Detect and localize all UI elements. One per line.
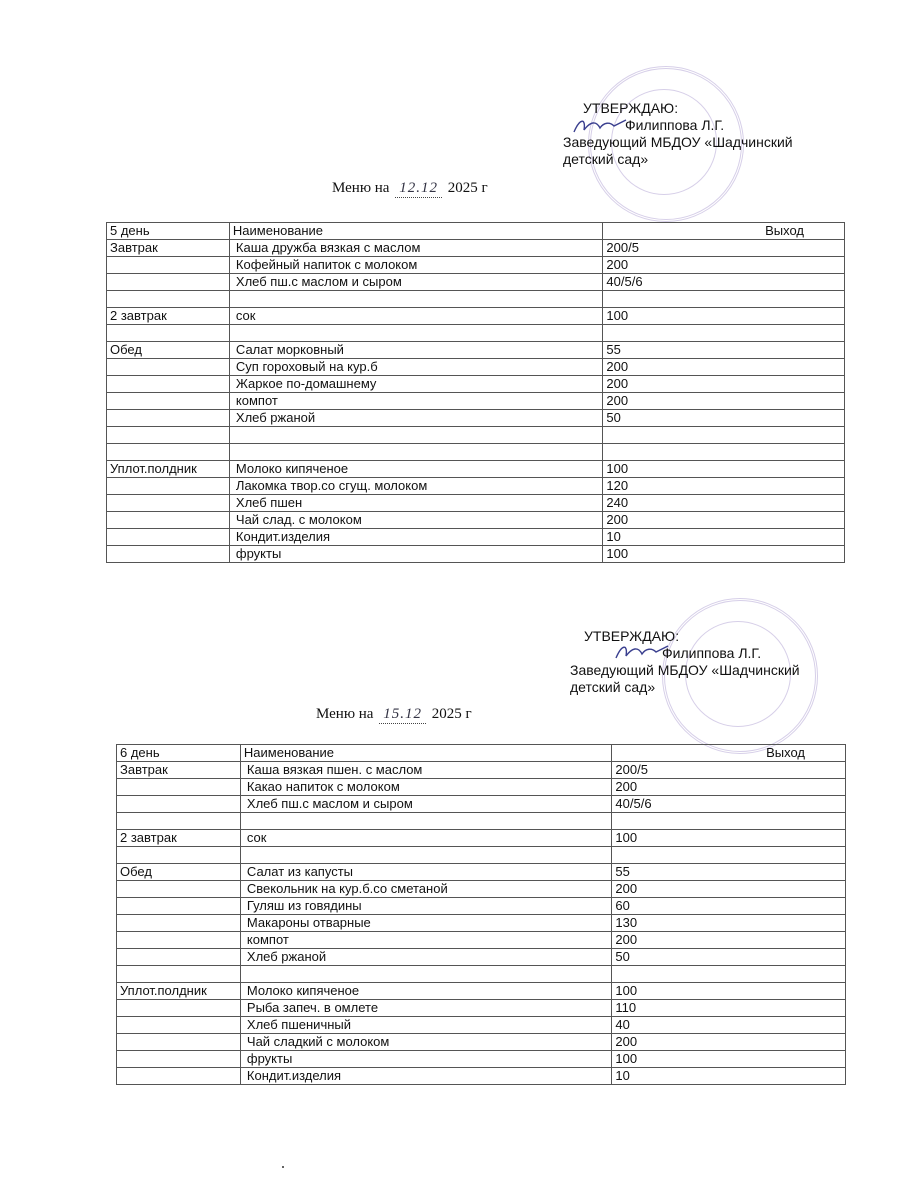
meal-cell: Уплот.полдник [117,983,241,1000]
output-cell: 200 [612,1034,846,1051]
table-row [107,478,845,495]
dish-cell: компот [240,932,612,949]
output-cell: 200 [603,376,845,393]
dish-cell [229,325,603,342]
dish-cell: Каша вязкая пшен. с маслом [240,762,612,779]
approval-title: УТВЕРЖДАЮ: [583,100,679,116]
dish-cell: Какао напиток с молоком [240,779,612,796]
approval-title: УТВЕРЖДАЮ: [584,628,680,644]
meal-cell [107,325,230,342]
output-cell: 130 [612,915,846,932]
dish-cell: фрукты [240,1051,612,1068]
meal-cell: Обед [107,342,230,359]
menu-year: 2025 г [431,706,472,722]
table-row [107,461,845,478]
output-cell: 120 [603,478,845,495]
dish-cell [229,444,603,461]
dish-cell: Салат морковный [229,342,603,359]
meal-cell [117,813,241,830]
dish-cell: Хлеб пш.с маслом и сыром [240,796,612,813]
table-row [107,546,845,563]
table-row [117,915,846,932]
table-row [117,762,846,779]
table-row [107,495,845,512]
header-name: Наименование [229,223,603,240]
menu-title [316,706,472,724]
output-cell: 200 [612,932,846,949]
table-row [107,342,845,359]
output-cell [603,444,845,461]
table-row [107,325,845,342]
table-row [117,796,846,813]
output-cell: 200 [603,257,845,274]
meal-cell [117,1068,241,1085]
dish-cell: Кондит.изделия [229,529,603,546]
dish-cell: сок [229,308,603,325]
table-row [107,308,845,325]
table-row [117,779,846,796]
meal-cell [117,1000,241,1017]
approval-position: Заведующий МБДОУ «Шадчинский [570,662,800,678]
output-cell: 240 [603,495,845,512]
table-row [117,1051,846,1068]
dish-cell: Лакомка твор.со сгущ. молоком [229,478,603,495]
meal-cell [117,966,241,983]
approval-position-2: детский сад» [563,151,649,167]
dish-cell: сок [240,830,612,847]
table-row [117,983,846,1000]
dish-cell: Суп гороховый на кур.б [229,359,603,376]
output-cell: 40/5/6 [612,796,846,813]
table-row [107,393,845,410]
dish-cell: Хлеб пшеничный [240,1017,612,1034]
meal-cell [117,932,241,949]
output-cell [603,325,845,342]
output-cell: 200 [603,393,845,410]
menu-table-day-5 [106,222,845,563]
signature [612,640,672,664]
output-cell: 10 [603,529,845,546]
output-cell: 200 [603,512,845,529]
menu-date: 12.12 [395,180,442,198]
table-row [117,813,846,830]
output-cell: 100 [612,1051,846,1068]
table-row [107,512,845,529]
output-cell [603,291,845,308]
meal-cell: Уплот.полдник [107,461,230,478]
menu-prefix: Меню на [332,180,390,196]
table-row [117,966,846,983]
output-cell [612,813,846,830]
approval-position-2: детский сад» [570,679,656,695]
meal-cell [117,779,241,796]
output-cell: 40 [612,1017,846,1034]
dish-cell: Чай сладкий с молоком [240,1034,612,1051]
table-row [107,274,845,291]
dish-cell: Хлеб пшен [229,495,603,512]
table-row [107,529,845,546]
output-cell: 55 [603,342,845,359]
dish-cell: Жаркое по-домашнему [229,376,603,393]
meal-cell [107,291,230,308]
output-cell: 100 [603,308,845,325]
table-row [117,1068,846,1085]
output-cell: 50 [603,410,845,427]
output-cell: 200/5 [603,240,845,257]
output-cell [603,427,845,444]
approval-signer: Филиппова Л.Г. [662,645,762,661]
dish-cell: Чай слад. с молоком [229,512,603,529]
dish-cell: Молоко кипяченое [229,461,603,478]
table-row [117,1000,846,1017]
dish-cell: фрукты [229,546,603,563]
dish-cell: Макароны отварные [240,915,612,932]
meal-cell [107,444,230,461]
output-cell: 10 [612,1068,846,1085]
output-cell: 55 [612,864,846,881]
approval-signer: Филиппова Л.Г. [625,117,725,133]
output-cell: 200 [603,359,845,376]
meal-cell: Завтрак [117,762,241,779]
table-row [107,427,845,444]
dish-cell [240,966,612,983]
approval-position: Заведующий МБДОУ «Шадчинский [563,134,793,150]
dish-cell: Свекольник на кур.б.со сметаной [240,881,612,898]
meal-cell [107,529,230,546]
meal-cell [107,546,230,563]
table-header-row [107,223,845,240]
signature [570,114,630,138]
meal-cell: Обед [117,864,241,881]
table-row [117,1017,846,1034]
meal-cell: 2 завтрак [117,830,241,847]
table-row [117,1034,846,1051]
page-dot [282,1166,284,1168]
output-cell: 60 [612,898,846,915]
table-row [117,898,846,915]
dish-cell [229,291,603,308]
header-output: Выход [612,745,846,762]
dish-cell: Гуляш из говядины [240,898,612,915]
output-cell: 100 [603,461,845,478]
table-row [117,949,846,966]
output-cell: 100 [612,830,846,847]
output-cell: 100 [603,546,845,563]
meal-cell [117,796,241,813]
output-cell: 50 [612,949,846,966]
output-cell: 40/5/6 [603,274,845,291]
header-output: Выход [603,223,845,240]
output-cell: 200 [612,881,846,898]
table-row [107,444,845,461]
table-row [117,830,846,847]
meal-cell [117,915,241,932]
header-day: 5 день [107,223,230,240]
output-cell [612,847,846,864]
dish-cell [229,427,603,444]
meal-cell [107,257,230,274]
dish-cell [240,847,612,864]
table-row [107,291,845,308]
dish-cell: Кондит.изделия [240,1068,612,1085]
dish-cell: Молоко кипяченое [240,983,612,1000]
meal-cell [117,1051,241,1068]
dish-cell: Каша дружба вязкая с маслом [229,240,603,257]
dish-cell: Хлеб пш.с маслом и сыром [229,274,603,291]
meal-cell [117,1017,241,1034]
header-name: Наименование [240,745,612,762]
menu-title [332,180,488,198]
dish-cell: Хлеб ржаной [240,949,612,966]
output-cell: 200 [612,779,846,796]
meal-cell [107,376,230,393]
meal-cell [107,495,230,512]
output-cell: 110 [612,1000,846,1017]
meal-cell [107,393,230,410]
dish-cell: Кофейный напиток с молоком [229,257,603,274]
dish-cell: Хлеб ржаной [229,410,603,427]
table-row [107,410,845,427]
header-day: 6 день [117,745,241,762]
meal-cell [117,881,241,898]
menu-date: 15.12 [379,706,426,724]
meal-cell [107,427,230,444]
output-cell [612,966,846,983]
meal-cell [117,949,241,966]
menu-table-day-6 [116,744,846,1085]
meal-cell [107,410,230,427]
table-row [117,881,846,898]
output-cell: 100 [612,983,846,1000]
table-row [107,240,845,257]
meal-cell [107,512,230,529]
meal-cell: 2 завтрак [107,308,230,325]
meal-cell [117,1034,241,1051]
table-row [107,359,845,376]
dish-cell: Рыба запеч. в омлете [240,1000,612,1017]
meal-cell: Завтрак [107,240,230,257]
meal-cell [117,898,241,915]
output-cell: 200/5 [612,762,846,779]
table-row [107,257,845,274]
table-row [117,847,846,864]
table-header-row [117,745,846,762]
table-row [117,864,846,881]
meal-cell [107,478,230,495]
dish-cell [240,813,612,830]
dish-cell: компот [229,393,603,410]
table-row [107,376,845,393]
meal-cell [107,359,230,376]
meal-cell [117,847,241,864]
menu-prefix: Меню на [316,706,374,722]
meal-cell [107,274,230,291]
dish-cell: Салат из капусты [240,864,612,881]
menu-year: 2025 г [447,180,488,196]
table-row [117,932,846,949]
